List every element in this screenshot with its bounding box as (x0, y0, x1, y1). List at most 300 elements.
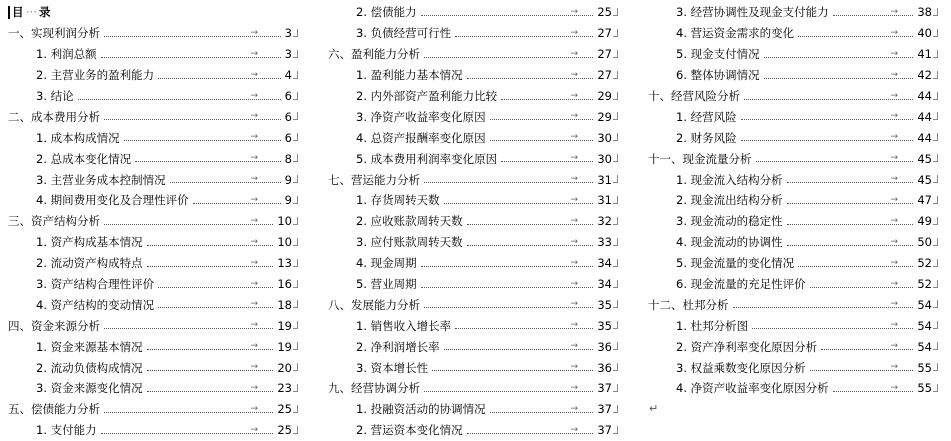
toc-page-number: 31 (597, 193, 612, 208)
paragraph-mark-icon (293, 112, 298, 120)
tab-arrow-icon: → (570, 341, 578, 352)
toc-page-number: 42 (917, 68, 932, 83)
tab-arrow-icon: → (250, 111, 258, 122)
toc-entry-title: 2. 主营业务的盈利能力 (36, 68, 155, 83)
toc-page-number: 35 (597, 297, 612, 312)
toc-section-entry[interactable] (8, 399, 292, 420)
tab-arrow-icon: → (890, 90, 898, 101)
toc-subsection-entry[interactable] (8, 86, 292, 107)
toc-heading (8, 2, 292, 23)
tab-arrow-icon: → (570, 362, 578, 373)
tab-arrow-icon: → (250, 215, 258, 226)
paragraph-mark-icon (613, 175, 618, 183)
dot-leader (821, 349, 913, 350)
paragraph-mark-icon (933, 384, 938, 392)
toc-subsection-entry[interactable] (328, 357, 612, 378)
toc-subsection-entry[interactable] (8, 336, 292, 357)
tab-arrow-icon: → (250, 48, 258, 59)
toc-subsection-entry[interactable] (328, 86, 612, 107)
paragraph-mark-icon (293, 154, 298, 162)
dot-leader (733, 307, 914, 308)
tab-arrow-icon: → (250, 132, 258, 143)
toc-entry-title: 2. 内外部资产盈利能力比较 (356, 89, 498, 103)
tab-arrow-icon: → (250, 90, 258, 101)
toc-entry-title: 1. 现金流入结构分析 (676, 172, 783, 187)
paragraph-mark-icon (933, 71, 938, 79)
toc-section-entry[interactable] (328, 378, 612, 399)
tab-arrow-icon: → (570, 236, 578, 247)
toc-page-number: 45 (917, 151, 932, 166)
tab-arrow-icon: → (570, 195, 578, 206)
dot-leader (104, 328, 273, 329)
toc-page-number: 25 (277, 423, 292, 438)
toc-subsection-entry[interactable] (328, 23, 612, 44)
tab-arrow-icon: → (570, 320, 578, 331)
toc-page-number: 27 (597, 26, 612, 41)
toc-subsection-entry[interactable] (328, 148, 612, 169)
paragraph-mark-icon (293, 175, 298, 183)
toc-subsection-entry[interactable] (8, 357, 292, 378)
tab-arrow-icon: → (890, 320, 898, 331)
toc-subsection-entry[interactable] (648, 274, 932, 295)
toc-page-number: 54 (917, 339, 932, 354)
toc-entry-title: 二、成本费用分析 (8, 109, 100, 124)
toc-subsection-entry[interactable] (8, 44, 292, 65)
toc-page-number: 55 (917, 381, 932, 396)
paragraph-mark-icon (613, 92, 618, 100)
toc-page-number: 34 (597, 256, 612, 271)
toc-subsection-entry[interactable] (8, 253, 292, 274)
toc-entry-title: 2. 净利润增长率 (356, 339, 440, 354)
paragraph-mark-icon (293, 50, 298, 58)
toc-entry-title: 4. 现金周期 (356, 256, 417, 271)
tab-arrow-icon: → (250, 153, 258, 164)
paragraph-mark-icon (933, 133, 938, 141)
paragraph-mark-icon (933, 238, 938, 246)
toc-page-number: 6 (284, 130, 292, 145)
dot-leader (424, 307, 593, 308)
dot-leader (158, 78, 281, 79)
tab-arrow-icon: → (890, 111, 898, 122)
toc-entry-title: 5. 成本费用利润率变化原因 (356, 151, 498, 166)
tab-arrow-icon: → (570, 383, 578, 394)
toc-subsection-entry[interactable] (328, 253, 612, 274)
tab-arrow-icon: → (570, 7, 578, 17)
paragraph-mark-icon (933, 50, 938, 58)
toc-entry-title: 1. 资金来源基本情况 (36, 339, 143, 354)
paragraph-mark-icon (613, 50, 618, 58)
tab-arrow-icon: → (250, 362, 258, 373)
toc-page-number: 10 (277, 235, 292, 250)
dot-leader (104, 412, 273, 413)
tab-arrow-icon: → (890, 132, 898, 143)
toc-page-number: 40 (917, 26, 932, 41)
toc-subsection-entry[interactable] (648, 357, 932, 378)
tab-arrow-icon: → (890, 27, 898, 38)
tab-arrow-icon: → (890, 69, 898, 80)
tab-arrow-icon: → (570, 27, 578, 38)
toc-section-entry[interactable] (8, 106, 292, 127)
toc-entry-title: 六、盈利能力分析 (328, 47, 420, 62)
toc-entry-title: 4. 净资产收益率变化原因分析 (676, 381, 829, 396)
toc-entry-title: 4. 现金流动的协调性 (676, 235, 783, 250)
paragraph-mark-icon (613, 363, 618, 371)
paragraph-mark-icon (933, 321, 938, 329)
tab-arrow-icon: → (250, 257, 258, 268)
toc-page-number: 41 (917, 47, 932, 62)
paragraph-mark-icon (293, 71, 298, 79)
toc-page-number: 13 (277, 256, 292, 271)
paragraph-mark-icon (613, 426, 618, 434)
toc-page-number: 38 (917, 5, 932, 20)
toc-subsection-entry[interactable] (648, 190, 932, 211)
toc-entry-title: 5. 营业周期 (356, 277, 417, 292)
tab-arrow-icon: → (250, 403, 258, 414)
tab-arrow-icon: → (890, 236, 898, 247)
paragraph-mark-icon (293, 300, 298, 308)
tab-arrow-icon: → (890, 215, 898, 226)
toc-subsection-entry[interactable] (648, 253, 932, 274)
toc-page-number: 20 (277, 360, 292, 375)
dot-leader (101, 433, 274, 434)
toc-subsection-entry[interactable] (648, 44, 932, 65)
toc-entry-title: 八、发展能力分析 (328, 297, 420, 312)
dot-leader (421, 287, 594, 288)
paragraph-mark-icon (613, 217, 618, 225)
paragraph-mark-icon (293, 259, 298, 267)
tab-arrow-icon: → (890, 341, 898, 352)
tab-arrow-icon: → (890, 195, 898, 206)
toc-page-number: 25 (277, 402, 292, 417)
dot-leader (501, 99, 593, 100)
dot-leader (752, 328, 913, 329)
toc-heading-dots: ··· (26, 5, 37, 20)
toc-entry-title: 2. 流动资产构成特点 (36, 256, 143, 271)
toc-entry-title: 七、营运能力分析 (328, 172, 420, 187)
toc-page-number: 8 (284, 151, 292, 166)
toc-entry-title: 1. 杜邦分析图 (676, 318, 749, 333)
toc-subsection-entry[interactable] (8, 274, 292, 295)
toc-section-entry[interactable] (328, 44, 612, 65)
toc-page-number: 37 (597, 402, 612, 417)
toc-entry-title: 3. 资金来源变化情况 (36, 381, 143, 396)
toc-section-entry[interactable] (328, 169, 612, 190)
toc-subsection-entry[interactable] (328, 211, 612, 232)
toc-entry-title: 3. 负债经营可行性 (356, 26, 452, 41)
toc-page-number: 54 (917, 297, 932, 312)
toc-page-number: 52 (917, 256, 932, 271)
paragraph-mark-icon (933, 259, 938, 267)
tab-arrow-icon: → (250, 320, 258, 331)
toc-subsection-entry[interactable] (648, 336, 932, 357)
toc-subsection-entry[interactable] (8, 294, 292, 315)
toc-entry-title: 4. 期间费用变化及合理性评价 (36, 193, 189, 208)
paragraph-mark-icon (613, 112, 618, 120)
toc-subsection-entry[interactable] (648, 127, 932, 148)
toc-subsection-entry[interactable] (648, 211, 932, 232)
tab-arrow-icon: → (250, 69, 258, 80)
toc-heading-second-char: 录 (38, 5, 51, 20)
toc-entry-title: 1. 成本构成情况 (36, 130, 120, 145)
tab-arrow-icon: → (250, 195, 258, 206)
toc-subsection-entry[interactable] (328, 274, 612, 295)
toc-subsection-entry[interactable] (648, 106, 932, 127)
toc-page-number: 29 (597, 109, 612, 124)
toc-subsection-entry[interactable] (648, 315, 932, 336)
paragraph-mark-icon (613, 384, 618, 392)
toc-page-number: 16 (277, 277, 292, 292)
toc-section-entry[interactable] (8, 315, 292, 336)
toc-entry-title: 4. 总资产报酬率变化原因 (356, 130, 486, 145)
tab-arrow-icon: → (570, 278, 578, 289)
dot-leader (135, 161, 281, 162)
toc-page-number: 6 (284, 89, 292, 103)
toc-entry-title: 6. 现金流量的充足性评价 (676, 277, 806, 292)
tab-arrow-icon: → (570, 48, 578, 59)
paragraph-mark-icon (933, 280, 938, 288)
toc-subsection-entry[interactable] (8, 148, 292, 169)
toc-section-entry[interactable] (8, 211, 292, 232)
toc-entry-title: 3. 主营业务成本控制情况 (36, 172, 166, 187)
toc-subsection-entry[interactable] (8, 378, 292, 399)
toc-entry-title: 十、经营风险分析 (648, 89, 740, 103)
toc-entry-title: 十一、现金流量分析 (648, 151, 752, 166)
paragraph-mark-icon (293, 280, 298, 288)
tab-arrow-icon: → (570, 403, 578, 414)
toc-subsection-entry[interactable] (648, 65, 932, 86)
toc-entry-title: 3. 资产结构合理性评价 (36, 277, 155, 292)
toc-entry-title: 1. 利润总额 (36, 47, 97, 62)
tab-arrow-icon: → (570, 69, 578, 80)
toc-entry-title: 1. 销售收入增长率 (356, 318, 452, 333)
toc-subsection-entry[interactable] (328, 190, 612, 211)
toc-section-entry[interactable] (328, 294, 612, 315)
toc-entry-title: 3. 权益乘数变化原因分析 (676, 360, 806, 375)
tab-arrow-icon: → (250, 278, 258, 289)
paragraph-return-mark: ↵ (649, 402, 659, 415)
paragraph-mark-icon (933, 154, 938, 162)
paragraph-mark-icon (933, 29, 938, 37)
tab-arrow-icon: → (250, 424, 258, 435)
toc-page-number: 49 (917, 214, 932, 229)
toc-page-number: 30 (597, 130, 612, 145)
toc-page-number: 9 (284, 172, 292, 187)
toc-section-entry[interactable] (8, 23, 292, 44)
toc-entry-title: 五、偿债能力分析 (8, 402, 100, 417)
toc-section-entry[interactable] (648, 294, 932, 315)
toc-entry-title: 6. 整体协调情况 (676, 68, 760, 83)
tab-arrow-icon: → (890, 278, 898, 289)
toc-page-number: 44 (917, 130, 932, 145)
toc-section-entry[interactable] (648, 148, 932, 169)
tab-arrow-icon: → (570, 424, 578, 435)
paragraph-mark-icon (293, 133, 298, 141)
toc-entry-title: 2. 偿债能力 (356, 5, 417, 20)
toc-subsection-entry[interactable] (648, 23, 932, 44)
paragraph-mark-icon (933, 8, 938, 16)
tab-arrow-icon: → (250, 27, 258, 38)
tab-arrow-icon: → (890, 383, 898, 394)
toc-page-number: 50 (917, 235, 932, 250)
toc-page-number: 37 (597, 423, 612, 438)
toc-column-2 (328, 2, 612, 441)
paragraph-mark-icon (613, 321, 618, 329)
toc-entry-title: 九、经营协调分析 (328, 381, 420, 396)
toc-subsection-entry[interactable] (8, 127, 292, 148)
paragraph-mark-icon (293, 321, 298, 329)
toc-page-number: 9 (284, 193, 292, 208)
paragraph-mark-icon (613, 29, 618, 37)
tab-arrow-icon: → (570, 257, 578, 268)
toc-page-number: 10 (277, 214, 292, 229)
paragraph-mark-icon (293, 384, 298, 392)
dot-leader (424, 57, 593, 58)
tab-arrow-icon: → (890, 257, 898, 268)
toc-subsection-entry[interactable] (328, 399, 612, 420)
toc-entry-title: 2. 资产净利率变化原因分析 (676, 339, 818, 354)
dot-leader (741, 140, 914, 141)
toc-entry-title: 2. 应收账款周转天数 (356, 214, 463, 229)
dot-leader (741, 119, 914, 120)
tab-arrow-icon: → (890, 362, 898, 373)
toc-page-number: 33 (597, 235, 612, 250)
toc-page-number: 34 (597, 277, 612, 292)
paragraph-mark-icon (293, 405, 298, 413)
toc-entry-title: 1. 经营风险 (676, 109, 737, 124)
toc-subsection-entry[interactable] (8, 169, 292, 190)
tab-arrow-icon: → (890, 153, 898, 164)
toc-subsection-entry[interactable] (648, 2, 932, 23)
toc-page-number: 31 (597, 172, 612, 187)
paragraph-mark-icon (933, 342, 938, 350)
toc-entry-title: 1. 支付能力 (36, 423, 97, 438)
toc-entry-title: 3. 结论 (36, 89, 74, 103)
dot-leader (104, 224, 273, 225)
toc-entry-title: 5. 现金流量的变化情况 (676, 256, 795, 271)
toc-page-number: 52 (917, 277, 932, 292)
paragraph-mark-icon (293, 92, 298, 100)
paragraph-mark-icon (293, 217, 298, 225)
paragraph-mark-icon (613, 259, 618, 267)
toc-entry-title: 3. 资本增长性 (356, 360, 429, 375)
toc-page-number: 44 (917, 89, 932, 103)
paragraph-mark-icon (293, 238, 298, 246)
toc-entry-title: 3. 净资产收益率变化原因 (356, 109, 486, 124)
toc-entry-title: 4. 资产结构的变动情况 (36, 297, 155, 312)
tab-arrow-icon: → (250, 383, 258, 394)
toc-subsection-entry[interactable] (648, 232, 932, 253)
toc-entry-title: 十二、杜邦分析 (648, 297, 729, 312)
toc-subsection-entry[interactable] (328, 65, 612, 86)
toc-entry-title: 1. 存货周转天数 (356, 193, 440, 208)
tab-arrow-icon: → (570, 215, 578, 226)
text-cursor (8, 6, 10, 19)
toc-subsection-entry[interactable] (648, 169, 932, 190)
paragraph-mark-icon (613, 133, 618, 141)
tab-arrow-icon: → (250, 299, 258, 310)
tab-arrow-icon: → (890, 48, 898, 59)
dot-leader (833, 15, 914, 16)
toc-subsection-entry[interactable] (328, 106, 612, 127)
toc-page-number: 23 (277, 381, 292, 396)
paragraph-mark-icon (293, 29, 298, 37)
paragraph-mark-icon (933, 300, 938, 308)
toc-section-entry[interactable] (648, 86, 932, 107)
toc-entry-title: 四、资金来源分析 (8, 318, 100, 333)
paragraph-mark-icon (933, 196, 938, 204)
tab-arrow-icon: → (570, 132, 578, 143)
dot-leader (432, 370, 593, 371)
paragraph-mark-icon (933, 92, 938, 100)
dot-leader (421, 15, 594, 16)
toc-subsection-entry[interactable] (328, 420, 612, 441)
toc-entry-title: 一、实现利润分析 (8, 26, 100, 41)
toc-subsection-entry[interactable] (8, 232, 292, 253)
toc-page-number: 32 (597, 214, 612, 229)
toc-page-number: 3 (284, 47, 292, 62)
toc-page-number: 27 (597, 47, 612, 62)
toc-page-number: 30 (597, 151, 612, 166)
toc-page-number: 18 (277, 297, 292, 312)
paragraph-mark-icon (613, 280, 618, 288)
toc-page-number: 19 (277, 318, 292, 333)
toc-page-number: 29 (597, 89, 612, 103)
toc-page-number: 35 (597, 318, 612, 333)
toc-entry-title: 3. 现金流动的稳定性 (676, 214, 783, 229)
toc-subsection-entry[interactable] (8, 420, 292, 441)
toc-page-number: 44 (917, 109, 932, 124)
tab-arrow-icon: → (570, 174, 578, 185)
toc-subsection-entry[interactable] (328, 2, 612, 23)
toc-entry-title: 2. 流动负债构成情况 (36, 360, 143, 375)
toc-entry-title: 三、资产结构分析 (8, 214, 100, 229)
paragraph-mark-icon (613, 238, 618, 246)
toc-page-number: 27 (597, 68, 612, 83)
toc-subsection-entry[interactable] (328, 336, 612, 357)
tab-arrow-icon: → (570, 299, 578, 310)
dot-leader (424, 182, 593, 183)
tab-arrow-icon: → (250, 236, 258, 247)
toc-entry-title: 2. 财务风险 (676, 130, 737, 145)
toc-subsection-entry[interactable] (8, 190, 292, 211)
toc-entry-title: 2. 营运资本变化情况 (356, 423, 463, 438)
toc-entry-title: 1. 投融资活动的协调情况 (356, 402, 486, 417)
toc-entry-title: 1. 盈利能力基本情况 (356, 68, 463, 83)
toc-page-number: 45 (917, 172, 932, 187)
dot-leader (744, 99, 913, 100)
toc-page-number: 36 (597, 339, 612, 354)
paragraph-mark-icon (933, 363, 938, 371)
toc-subsection-entry[interactable] (328, 232, 612, 253)
paragraph-mark-icon (933, 217, 938, 225)
dot-leader (193, 203, 281, 204)
toc-entry-title: 2. 总成本变化情况 (36, 151, 132, 166)
tab-arrow-icon: → (570, 111, 578, 122)
toc-page-number: 25 (597, 5, 612, 20)
toc-subsection-entry[interactable] (328, 127, 612, 148)
tab-arrow-icon: → (890, 174, 898, 185)
paragraph-mark-icon (293, 196, 298, 204)
tab-arrow-icon: → (250, 341, 258, 352)
dot-leader (421, 266, 594, 267)
dot-leader (833, 391, 914, 392)
paragraph-mark-icon (613, 196, 618, 204)
toc-entry-title: 5. 现金支付情况 (676, 47, 760, 62)
toc-subsection-entry[interactable] (8, 65, 292, 86)
toc-subsection-entry[interactable] (648, 378, 932, 399)
dot-leader (170, 182, 281, 183)
toc-subsection-entry[interactable] (328, 315, 612, 336)
